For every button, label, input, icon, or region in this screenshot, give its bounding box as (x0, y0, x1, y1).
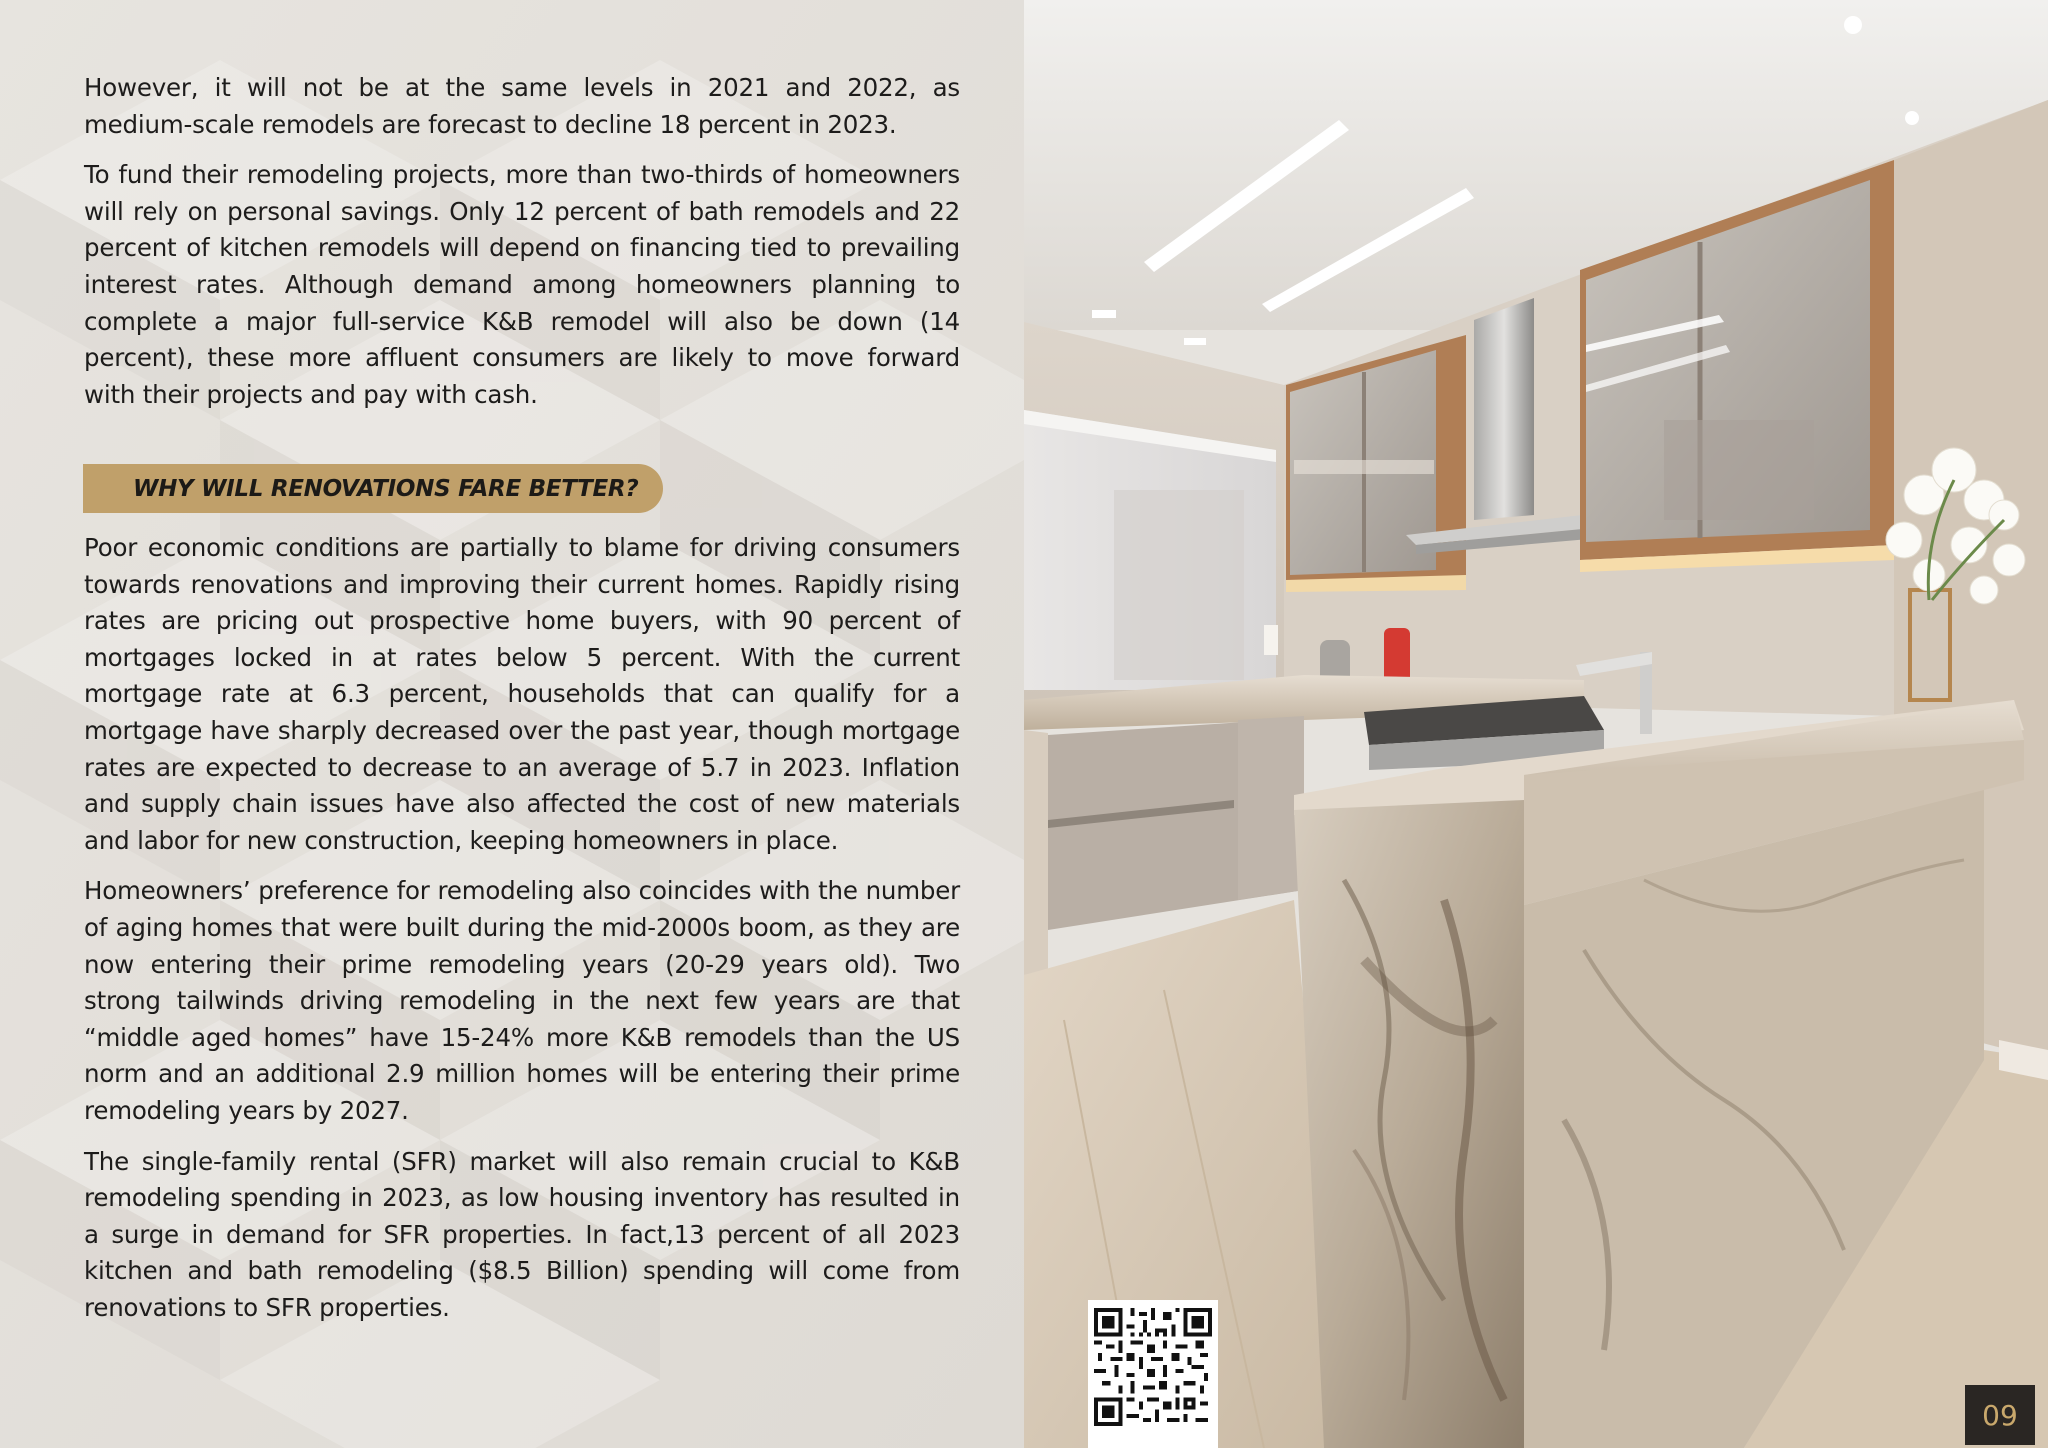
section-paragraph-2: Homeowners’ preference for remodeling also coincides with the number of aging homes that were built during the mid-2000s boom, as they are now entering their prime remodeling years (20-29 years old). Two strong tailwinds driving remodeling in the next few years are that “middle aged homes” have 15-24% more K&B remodels than the US norm and an additional 2.9 million homes will be entering their prime remodeling years by 2027. (84, 876, 960, 1125)
section-body (84, 530, 960, 1340)
qr-code[interactable] (1088, 1300, 1218, 1448)
kitchen-photo (1024, 0, 2048, 1448)
section-paragraph-1: Poor economic conditions are partially to blame for driving consumers towards renovations and improving their current homes. Rapidly rising rates are pricing out prospective home buyers, with 90 percent of mortgages locked in at rates below 5 percent. With the current mortgage rate at 6.3 percent, households that can qualify for a mortgage have sharply decreased over the past year, though mortgage rates are expected to decrease to an average of 5.7 in 2023. Inflation and supply chain issues have also affected the cost of new materials and labor for new construction, keeping homeowners in place. (84, 533, 960, 855)
section-heading: WHY WILL RENOVATIONS FARE BETTER? (83, 464, 663, 513)
kitchen-illustration (1024, 0, 2048, 1448)
section-paragraph-3: The single-family rental (SFR) market will also remain crucial to K&B remodeling spending in 2023, as low housing inventory has resulted in a surge in demand for SFR properties. In fact,13 percent of all 2023 kitchen and bath remodeling ($8.5 Billion) spending will come from renovations to SFR properties. (84, 1146, 960, 1322)
qr-code-icon (1094, 1308, 1212, 1426)
intro-paragraph-1: However, it will not be at the same levels in 2021 and 2022, as medium-scale remodels are forecast to decline 18 percent in 2023. (84, 73, 960, 139)
intro-text (84, 70, 960, 427)
intro-paragraph-2: To fund their remodeling projects, more than two-thirds of homeowners will rely on personal savings. Only 12 percent of bath remodels and 22 percent of kitchen remodels will depend on financing tied to prevailing interest rates. Although demand among homeowners planning to complete a major full-service K&B remodel will also be down (14 percent), these more affluent consumers are likely to move forward with their projects and pay with cash. (84, 160, 960, 409)
page-number: 09 (1965, 1385, 2035, 1445)
